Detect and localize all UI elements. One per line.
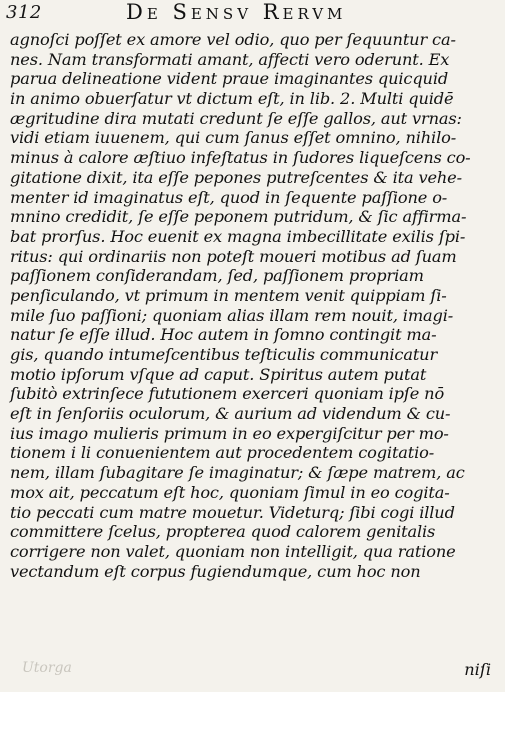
text-line: mnino credidit, ſe eſſe peponem putridum, & ſic affirma- [10, 207, 467, 227]
text-line: motio ipſorum vſque ad caput. Spiritus autem putat [10, 364, 427, 384]
text-line: bat prorſus. Hoc euenit ex magna imbecillitate exilis ſpi- [10, 226, 466, 246]
text-line: committere ſcelus, propterea quod calorem genitalis [10, 522, 436, 542]
text-line: agnoſci poſſet ex amore vel odio, quo per ſequuntur ca- [10, 30, 456, 49]
text-line: gis, quando intumeſcentibus teſticulis communicatur [10, 345, 438, 364]
page-number: 312 [6, 2, 42, 23]
text-line: mile ſuo paſſioni; quoniam alias illam rem nouit, imagi- [10, 305, 454, 325]
text-line: gitatione dixit, ita eſſe pepones putreſcentes & ita vehe- [10, 167, 462, 187]
catchword: niſi [464, 660, 491, 679]
text-line: minus à calore æſtiuo infeſtatus in ſudores liqueſcens co- [10, 148, 471, 168]
text-line: mox ait, peccatum eſt hoc, quoniam ſimul in eo cogita- [10, 482, 450, 502]
text-line: ſubitò extrinſece fututionem exerceri quoniam ipſe nō [10, 384, 445, 404]
text-line: ritus: qui ordinariis non poteſt moueri motibus ad ſuam [10, 246, 457, 266]
text-line: nes. Nam transformati amant, affecti vero oderunt. Ex [10, 49, 450, 69]
text-line: penſiculando, vt primum in mentem venit quippiam ſi- [10, 285, 447, 305]
text-line: menter id imaginatus eſt, quod in ſequente paſſione o- [10, 187, 448, 207]
text-line: in animo obuerſatur vt dictum eſt, in lib. 2. Multi quidē [10, 89, 454, 109]
text-line: eſt in ſenſoriis oculorum, & aurium ad videndum & cu- [10, 404, 451, 424]
body-text [10, 30, 495, 581]
page-header [6, 0, 496, 26]
running-head: De Sensv Rervm [126, 0, 347, 24]
text-line: ius imago mulieris primum in eo expergiſcitur per mo- [10, 423, 449, 443]
text-line: natur ſe eſſe illud. Hoc autem in ſomno contingit ma- [10, 325, 437, 345]
text-line: paſſionem conſiderandam, ſed, paſſionem propriam [10, 266, 424, 286]
library-stamp: Utorga [22, 660, 72, 676]
text-line: nem, illam ſubagitare ſe imaginatur; & ſæpe matrem, ac [10, 463, 465, 483]
text-line: vectandum eſt corpus fugiendumque, cum hoc non [10, 561, 421, 581]
text-line: ægritudine dira mutati credunt ſe eſſe gallos, aut vrnas: [10, 108, 462, 128]
text-line: tionem i li conuenientem aut procedentem cogitatio- [10, 443, 435, 463]
text-line: tio peccati cum matre mouetur. Videturq; ſibi cogi illud [10, 502, 455, 522]
text-line: corrigere non valet, quoniam non intelligit, qua ratione [10, 541, 456, 561]
text-line: parua delineatione vident praue imaginantes quicquid [10, 69, 449, 89]
text-line: vidi etiam iuuenem, qui cum ſanus eſſet omnino, nihilo- [10, 128, 457, 148]
